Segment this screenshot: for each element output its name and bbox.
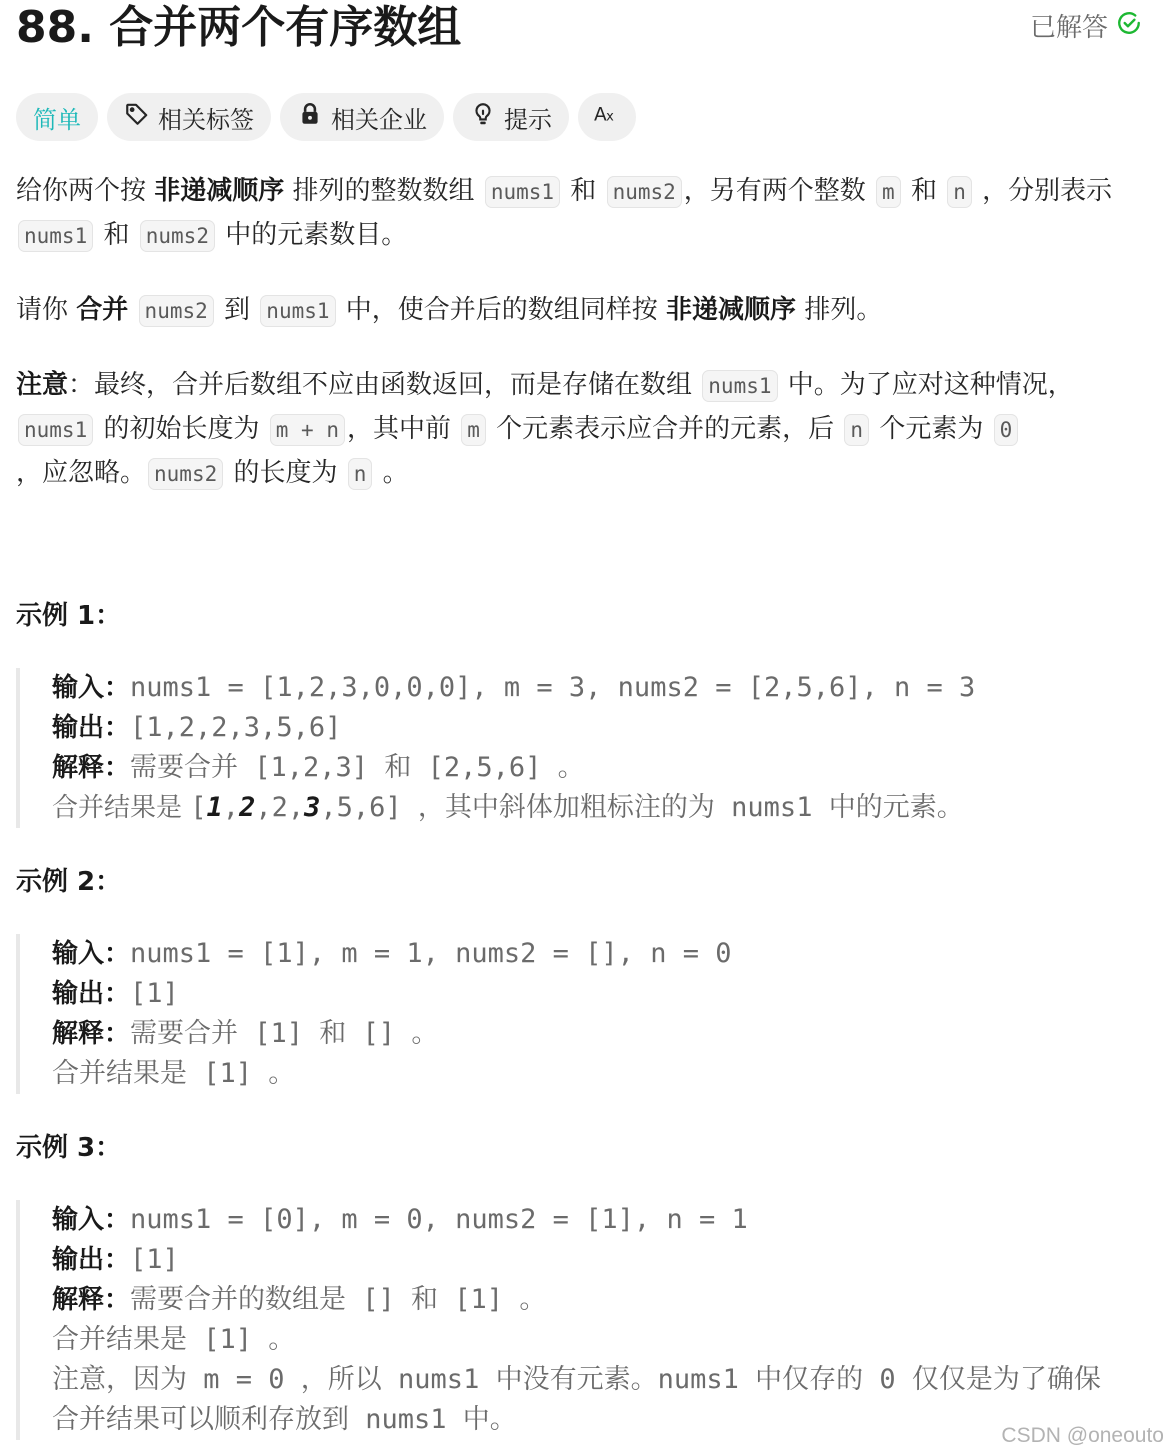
example-input: 输入：nums1 = [1,2,3,0,0,0], m = 3, nums2 = [2,5,6], n = 3 <box>52 672 976 703</box>
inline-code: m + n <box>270 414 345 446</box>
inline-code: n <box>348 458 373 490</box>
hint-label: 提示 <box>504 105 552 134</box>
emphasis: 合并 <box>76 295 129 325</box>
description-paragraph-2: 请你 合并 nums2 到 nums1 中，使合并后的数组同样按 非递减顺序 排列。 <box>16 295 883 325</box>
example-2-title: 示例 2： <box>16 867 122 897</box>
hint-button[interactable] <box>453 93 569 141</box>
example-explanation: 解释：需要合并 [1] 和 [] 。 <box>52 1018 439 1049</box>
watermark: CSDN @oneouto <box>1001 1424 1164 1447</box>
inline-code: nums1 <box>485 176 560 208</box>
translate-button[interactable] <box>578 93 636 141</box>
description-paragraph-3: 注意：最终，合并后数组不应由函数返回，而是存储在数组 nums1 中。为了应对这种情况，nums1 的初始长度为 m + n ，其中前 m 个元素表示应合并的元素，后 n 个元素为 0 ，应忽略。 nums2 的长度为 n 。 <box>16 370 1074 488</box>
inline-code: nums2 <box>607 176 682 208</box>
example-merge-result: 合并结果是 [1] 。 <box>52 1058 296 1089</box>
example-explanation: 解释：需要合并 [1,2,3] 和 [2,5,6] 。 <box>52 752 585 783</box>
example-2-block <box>16 934 1156 1094</box>
problem-title: 88. 合并两个有序数组 <box>16 2 462 53</box>
inline-code: 0 <box>994 414 1019 446</box>
difficulty-badge[interactable] <box>16 93 98 141</box>
example-input: 输入：nums1 = [0], m = 0, nums2 = [1], n = 1 <box>52 1204 748 1235</box>
problem-description <box>16 170 1151 496</box>
solved-status <box>1030 10 1142 46</box>
lightbulb-icon <box>470 101 496 133</box>
problem-header <box>16 0 1152 60</box>
inline-code: nums2 <box>140 220 215 252</box>
example-output: 输出：[1,2,2,3,5,6] <box>52 712 342 743</box>
inline-code: nums1 <box>18 414 93 446</box>
related-companies-button[interactable] <box>280 93 444 141</box>
inline-code: nums1 <box>260 295 335 327</box>
related-companies-label: 相关企业 <box>331 105 427 134</box>
example-1-title: 示例 1： <box>16 601 122 631</box>
example-note-line-1: 注意，因为 m = 0 ，所以 nums1 中没有元素。nums1 中仅存的 0 仅仅是为了确保 <box>52 1364 1101 1395</box>
check-circle-icon <box>1116 10 1142 46</box>
inline-code: n <box>844 414 869 446</box>
example-merge-result: 合并结果是 [1,2,2,3,5,6] ，其中斜体加粗标注的为 nums1 中的元素。 <box>52 792 964 823</box>
example-output: 输出：[1] <box>52 978 179 1009</box>
translate-icon <box>594 101 620 133</box>
example-1-block <box>16 668 1156 828</box>
lock-icon <box>297 101 323 133</box>
tag-icon <box>124 101 150 133</box>
example-3-title: 示例 3： <box>16 1133 122 1163</box>
example-merge-result: 合并结果是 [1] 。 <box>52 1324 296 1355</box>
inline-code: nums1 <box>18 220 93 252</box>
example-note-line-2: 合并结果可以顺利存放到 nums1 中。 <box>52 1404 517 1435</box>
example-input: 输入：nums1 = [1], m = 1, nums2 = [], n = 0 <box>52 938 732 969</box>
difficulty-label: 简单 <box>33 105 81 134</box>
related-tags-label: 相关标签 <box>158 105 254 134</box>
inline-code: m <box>876 176 901 208</box>
emphasis: 非递减顺序 <box>154 176 285 206</box>
example-3-block <box>16 1200 1156 1440</box>
example-output: 输出：[1] <box>52 1244 179 1275</box>
inline-code: nums1 <box>702 370 777 402</box>
note-label: 注意 <box>16 370 69 400</box>
related-tags-button[interactable] <box>107 93 271 141</box>
svg-text:A: A <box>594 104 607 126</box>
inline-code: nums2 <box>148 458 223 490</box>
description-paragraph-1: 给你两个按 非递减顺序 排列的整数数组 nums1 和 nums2 ，另有两个整数 m 和 n ，分别表示 nums1 和 nums2 中的元素数目。 <box>16 176 1113 250</box>
inline-code: m <box>461 414 486 446</box>
emphasis: 非递减顺序 <box>666 295 797 325</box>
solved-label: 已解答 <box>1029 13 1108 43</box>
example-explanation: 解释：需要合并的数组是 [] 和 [1] 。 <box>52 1284 547 1315</box>
inline-code: n <box>947 176 972 208</box>
problem-chips <box>16 93 636 141</box>
svg-text:x: x <box>606 109 614 125</box>
inline-code: nums2 <box>139 295 214 327</box>
